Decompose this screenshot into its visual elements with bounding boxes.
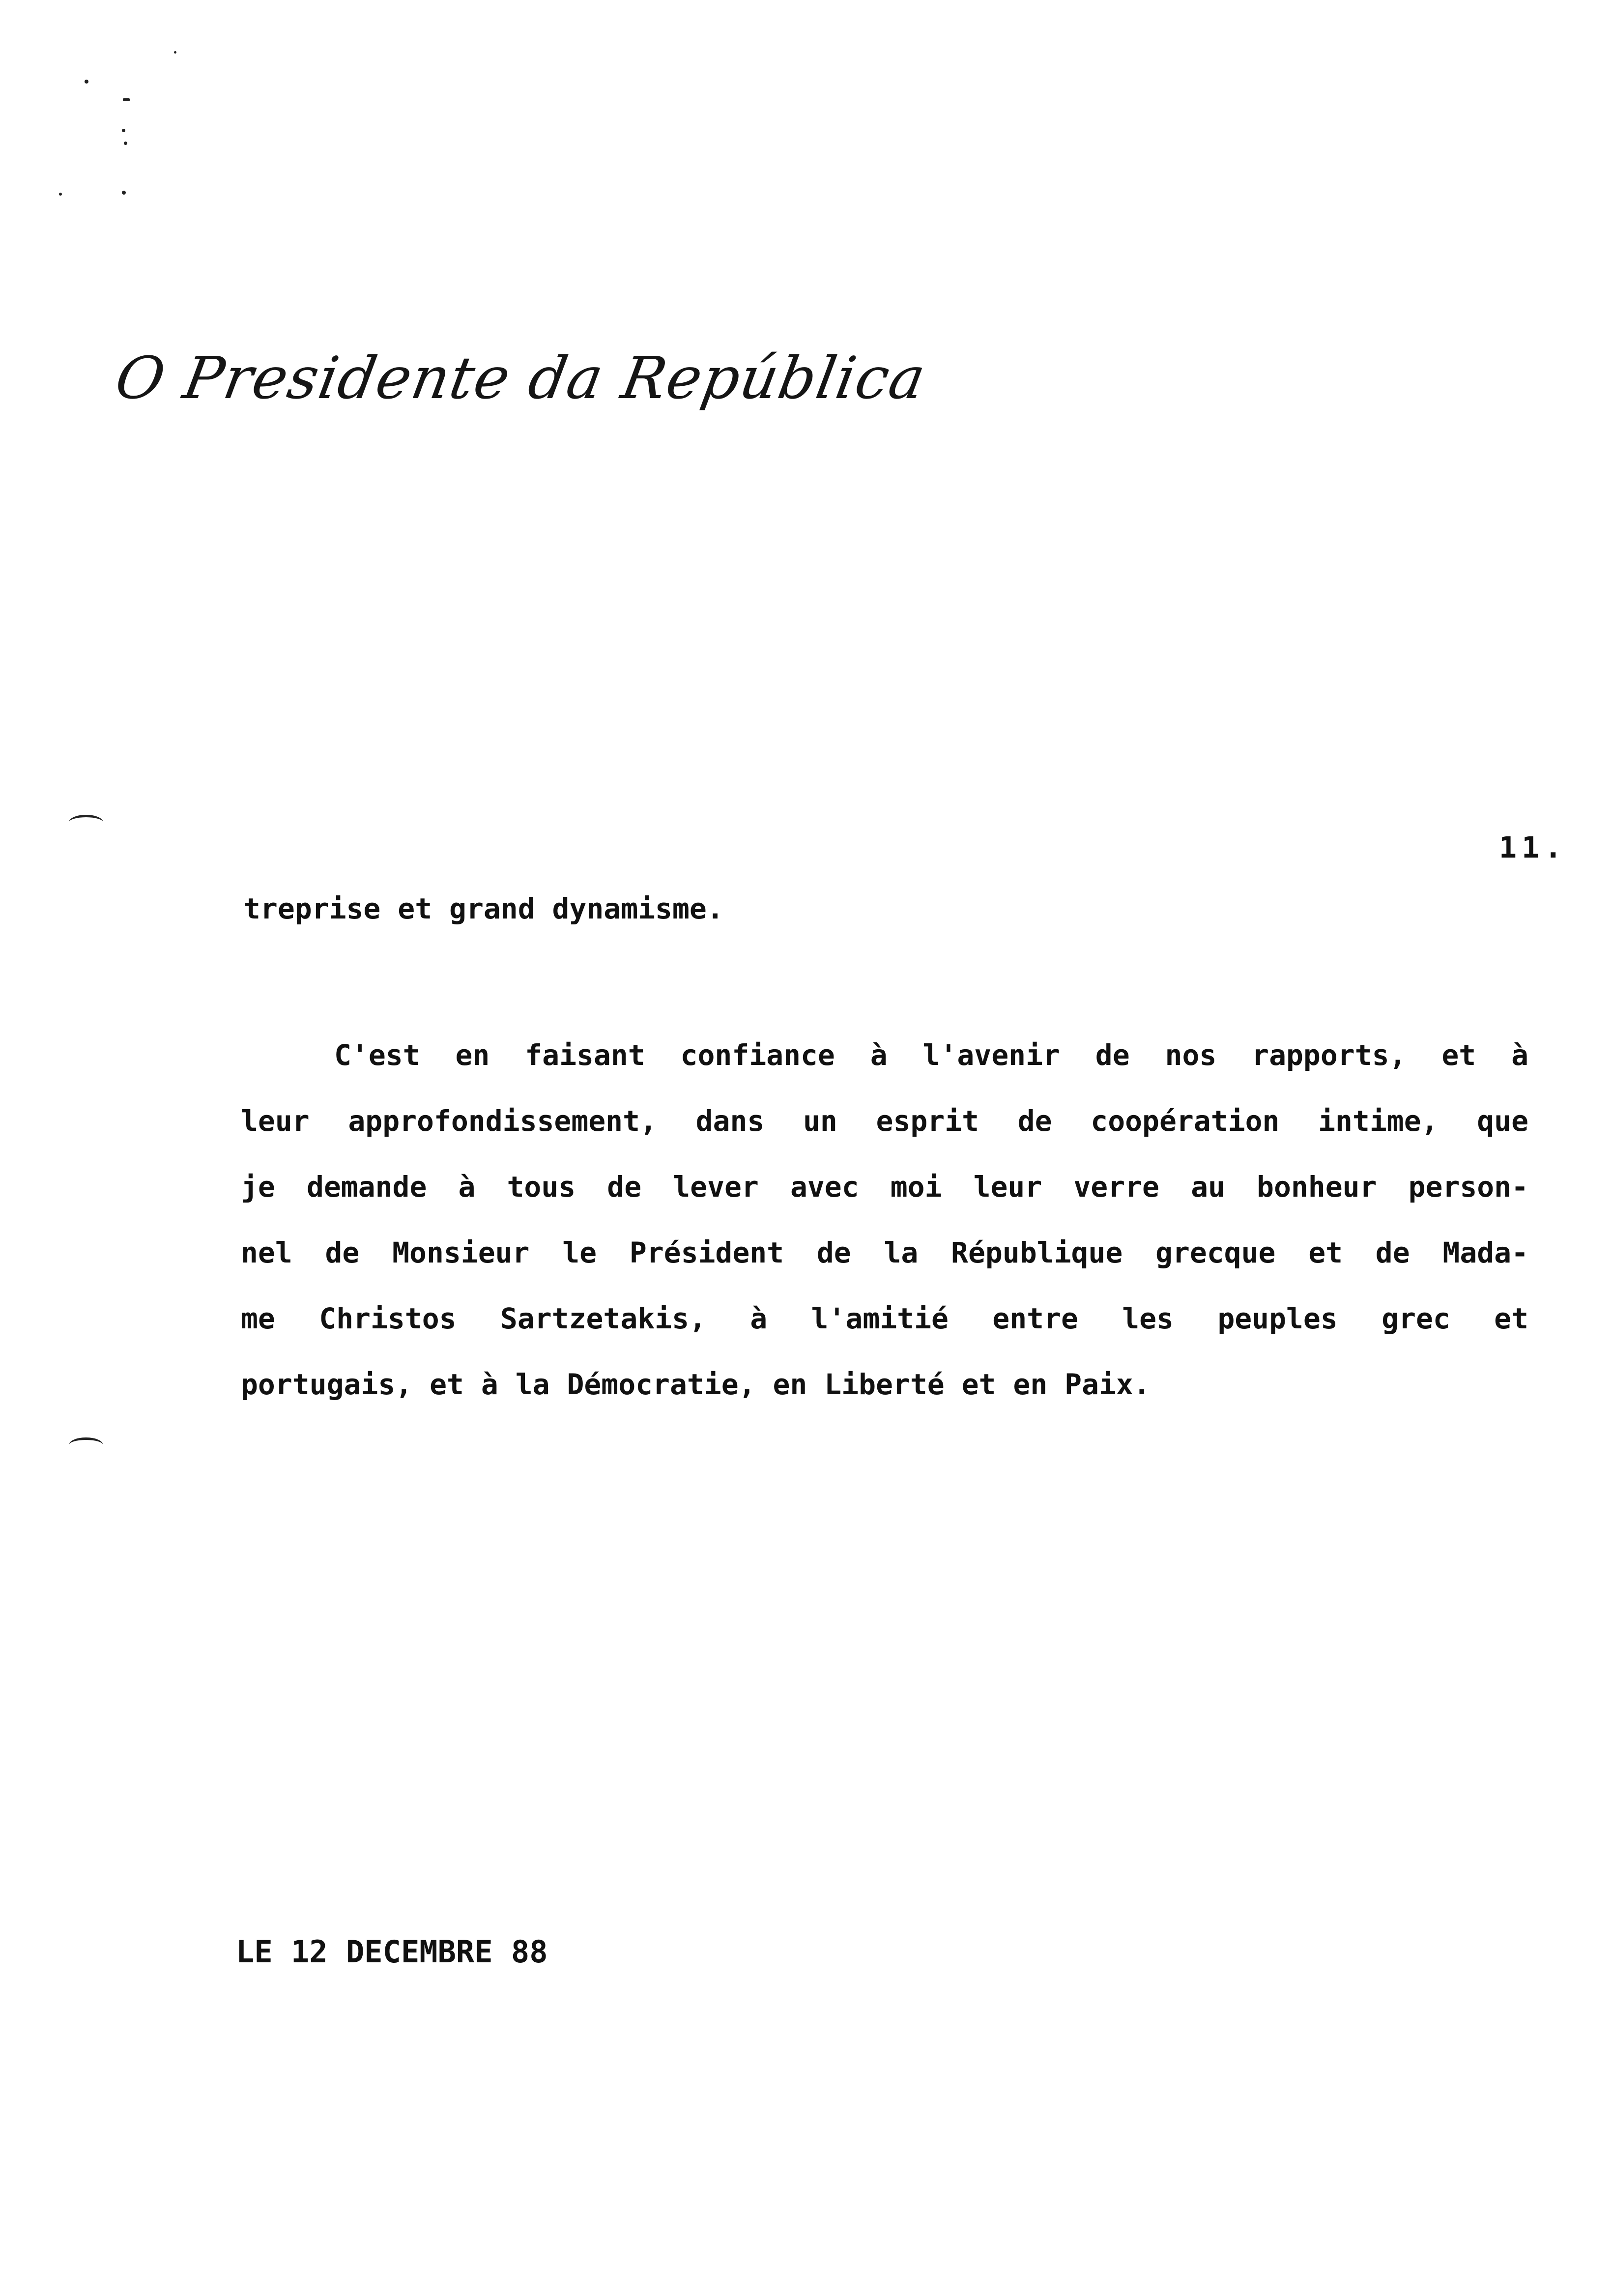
- scan-speck: [85, 80, 88, 84]
- scan-speck: [122, 129, 125, 132]
- paragraph-line: me Christos Sartzetakis, à l'amitié entre les peuples grec et: [241, 1302, 1528, 1335]
- date-line: LE 12 DECEMBRE 88: [236, 1934, 548, 1970]
- toast-paragraph: [241, 1022, 1528, 1417]
- margin-mark: [69, 815, 103, 830]
- continuation-line: treprise et grand dynamisme.: [243, 892, 724, 925]
- scan-speck: [124, 142, 127, 145]
- scan-speck: [123, 98, 130, 101]
- paragraph-line: portugais, et à la Démocratie, en Liberté et en Paix.: [241, 1368, 1151, 1401]
- letterhead: O Presidente da República: [111, 344, 931, 412]
- paragraph-line: je demande à tous de lever avec moi leur verre au bonheur person-: [241, 1170, 1528, 1204]
- paragraph-line: leur approfondissement, dans un esprit de coopération intime, que: [241, 1104, 1528, 1138]
- paragraph-line: nel de Monsieur le Président de la République grecque et de Mada-: [241, 1236, 1528, 1269]
- paragraph-line: C'est en faisant confiance à l'avenir de nos rapports, et à: [334, 1038, 1528, 1072]
- page-number: 11.: [1499, 831, 1567, 865]
- scan-speck: [174, 51, 176, 54]
- scan-speck: [59, 193, 62, 196]
- scan-speck: [122, 191, 126, 195]
- margin-mark: [69, 1437, 103, 1453]
